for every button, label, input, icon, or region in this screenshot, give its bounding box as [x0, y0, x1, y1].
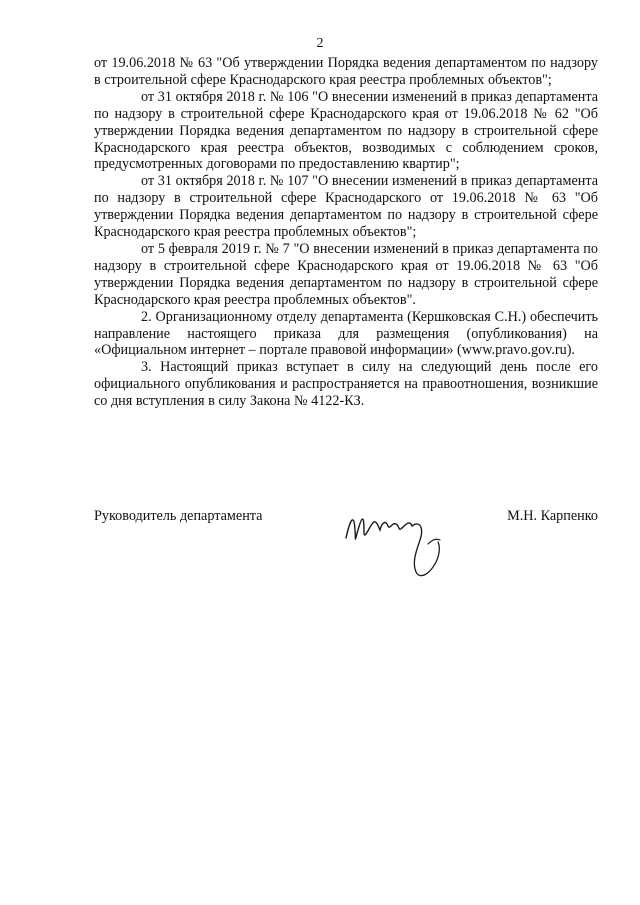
document-body [94, 55, 598, 410]
paragraph-order-7: от 5 февраля 2019 г. № 7 "О внесении изменений в приказ департамента по надзору в строительной сфере Краснодарского края от 19.06.2018 № 63 "Об утверждении Порядка ведения департаментом по надзору в строительной сфере Краснодарского края реестра проблемных объектов". [94, 240, 598, 308]
paragraph-item-3: 3. Настоящий приказ вступает в силу на следующий день после его официального опубликования и распространяется на правоотношения, возникшие со дня вступления в силу Закона № 4122-КЗ. [94, 359, 598, 410]
paragraph-order-107: от 31 октября 2018 г. № 107 "О внесении изменений в приказ департамента по надзору в строительной сфере Краснодарского от 19.06.2018 № 63 "Об утверждении Порядка ведения департаментом по надзору в строительной сфере Краснодарского края реестра проблемных объектов"; [94, 173, 598, 241]
signatory-name: М.Н. Карпенко [507, 508, 598, 524]
paragraph-order-106: от 31 октября 2018 г. № 106 "О внесении изменений в приказ департамента по надзору в строительной сфере Краснодарского края от 19.06.2018 № 62 "Об утверждении Порядка ведения департаментом по надзору в строительной сфере Краснодарского края реестра объектов, возводимых с соблюдением сроков, предусмотренных договорами по предоставлению квартир"; [94, 88, 598, 173]
handwritten-signature [340, 500, 460, 580]
signature-block [94, 500, 598, 590]
page-number: 2 [316, 36, 324, 51]
paragraph-order-63: от 19.06.2018 № 63 "Об утверждении Порядка ведения департаментом по надзору в строительной сфере Краснодарского края реестра проблемных объектов"; [94, 55, 598, 88]
paragraph-item-2: 2. Организационному отделу департамента (Кершковская С.Н.) обеспечить направление настоящего приказа для размещения (опубликования) на «Официальном интернет – портале правовой информации» (www.pravo.gov.ru). [94, 308, 598, 359]
signatory-title: Руководитель департамента [94, 508, 263, 524]
